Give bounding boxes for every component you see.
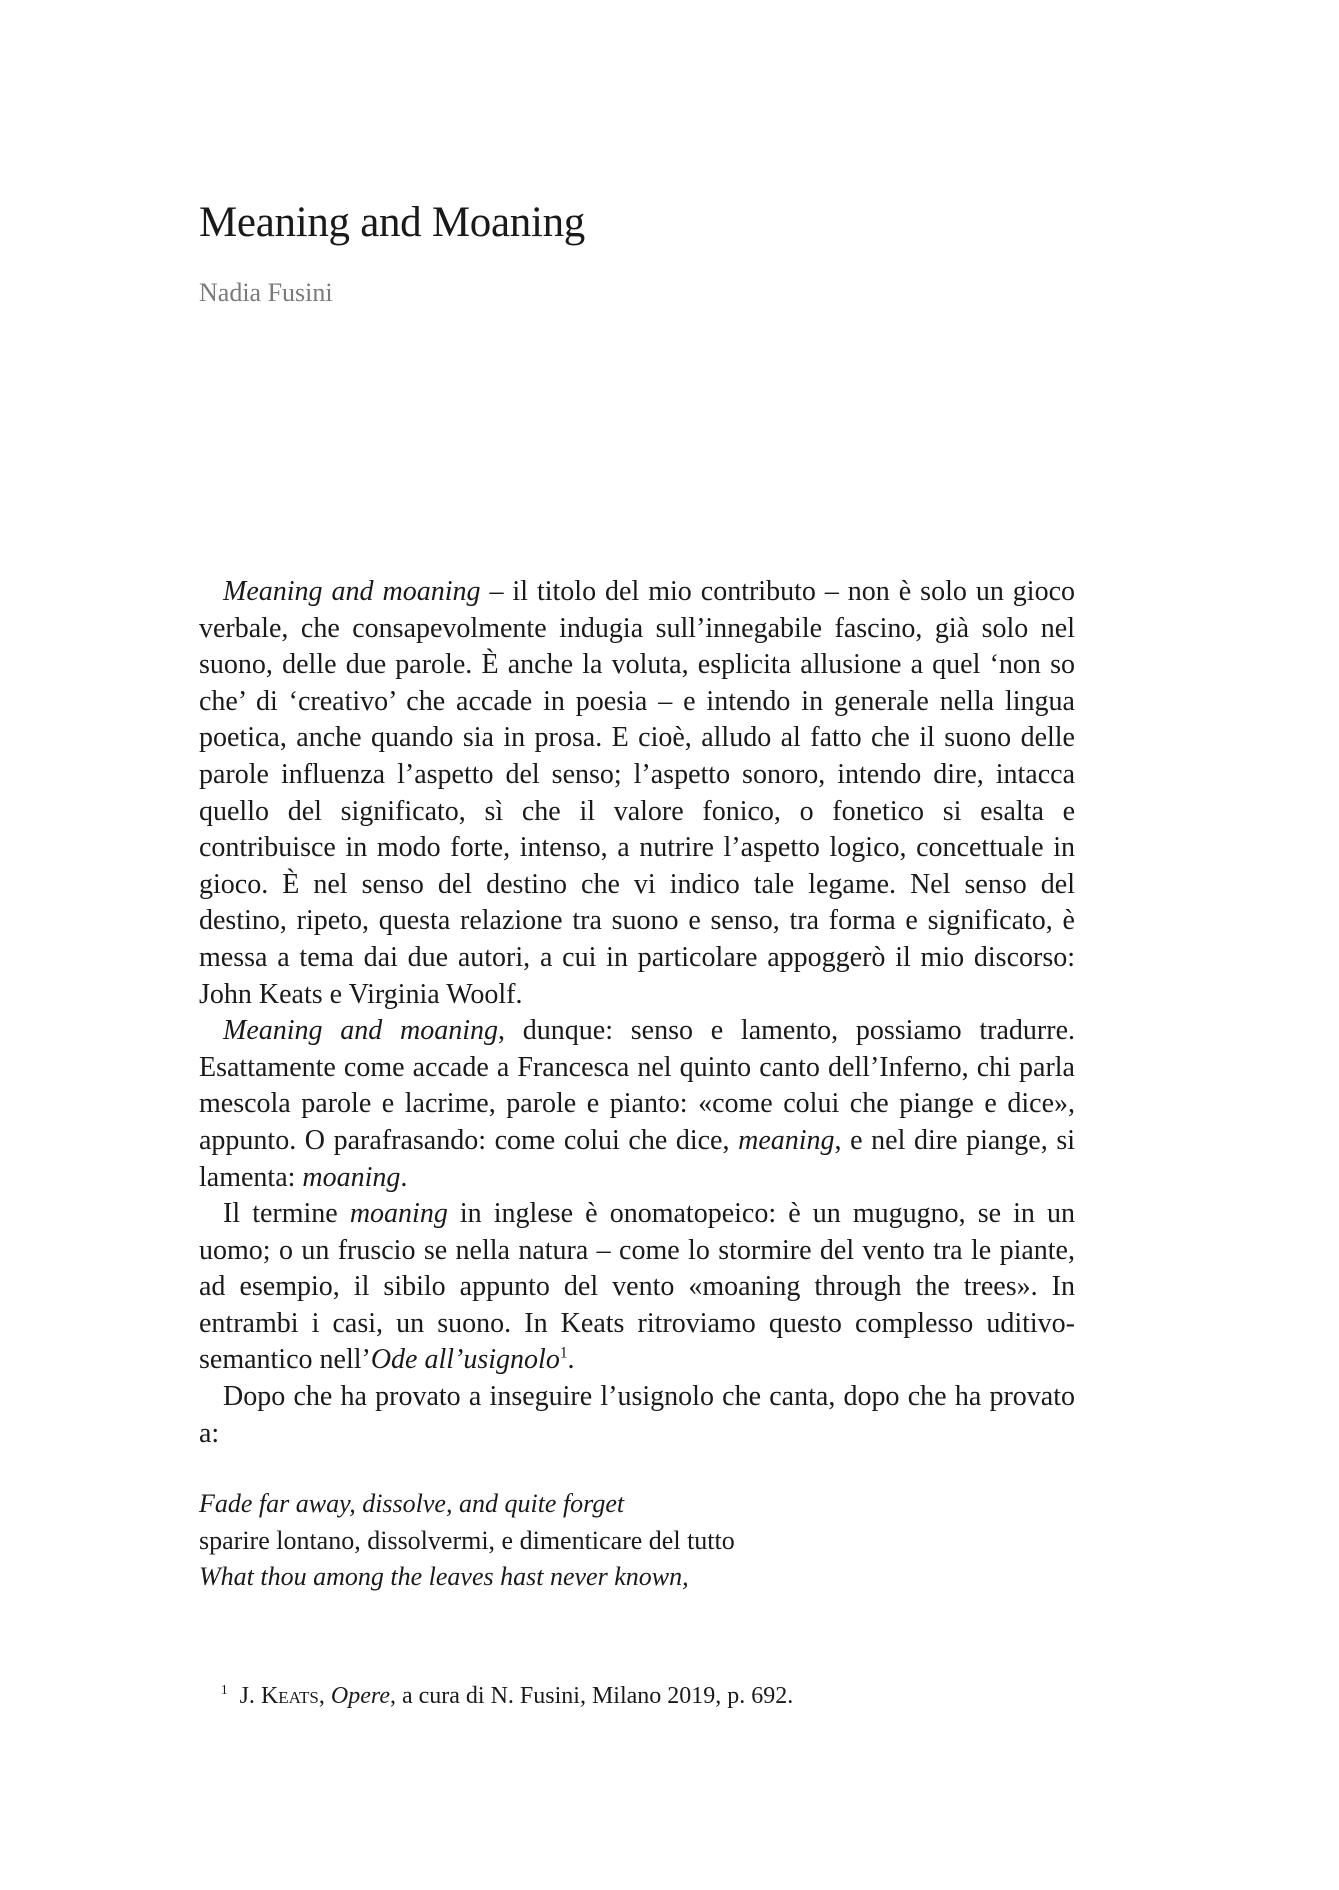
- article-title: Meaning and Moaning: [199, 199, 586, 246]
- article-body: [199, 574, 1075, 1452]
- paragraph-text: Dopo che ha provato a inseguire l’usignolo che canta, dopo che ha provato a:: [199, 1381, 1075, 1449]
- footnote-work: Opere: [330, 1683, 390, 1709]
- footnote-initial: J.: [239, 1683, 261, 1709]
- verse-line-original: Fade far away, dissolve, and quite forget: [199, 1489, 625, 1518]
- paragraph-text: .: [400, 1161, 408, 1193]
- paragraph-text: Il termine: [223, 1198, 350, 1230]
- footnote: [221, 1680, 793, 1712]
- italic-phrase: Meaning and moaning: [223, 576, 481, 607]
- paragraph-text: .: [567, 1344, 575, 1376]
- italic-word: moaning: [349, 1198, 448, 1230]
- footnote-ref[interactable]: 1: [559, 1345, 568, 1363]
- italic-word: meaning: [738, 1124, 835, 1156]
- paragraph-4: [199, 1379, 1075, 1452]
- author-name: Nadia Fusini: [199, 278, 333, 307]
- paragraph-text: in inglese è onomatopeico: è un mugugno, se in un uomo; o un fruscio se nella natura – come lo stormire del vento tra le piante, ad esempio, il sibilo appunto del vento «moaning through the trees». In entrambi i casi, un suono. In Keats ritroviamo questo complesso uditivo-semantico nell’: [199, 1198, 1075, 1376]
- italic-phrase: Meaning and moaning: [223, 1015, 499, 1047]
- italic-title: Ode all’usignolo: [370, 1344, 560, 1376]
- footnote-sep: ,: [318, 1683, 331, 1709]
- paragraph-3: [199, 1196, 1075, 1379]
- paragraph-text: , dunque: senso e lamento, possiamo tradurre. Esattamente come accade a Francesca nel quinto canto dell’Inferno, chi parla mescola parole e lacrime, parole e pianto: «come colui che piange e dice», appunto. O parafrasando: come colui che dice,: [199, 1015, 1076, 1156]
- paragraph-text: , e nel dire piange, si lamenta:: [199, 1124, 1075, 1193]
- footnote-author: Keats: [260, 1683, 319, 1709]
- paragraph-2: [199, 1013, 1075, 1196]
- italic-word: moaning: [302, 1161, 401, 1193]
- verse-quote: [199, 1486, 1075, 1596]
- paragraph-text: – il titolo del mio contributo – non è solo un gioco verbale, che consapevolmente indugia sull’innegabile fascino, già solo nel suono, delle due parole. È anche la voluta, esplicita allusione a quel ‘non so che’ di ‘creativo’ che accade in poesia – e intendo in generale nella lingua poetica, anche quando sia in prosa. E cioè, alludo al fatto che il suono delle parole influenza l’aspetto del senso; l’aspetto sonoro, intendo dire, intacca quello del significato, sì che il valore fonico, o fonetico si esalta e contribuisce in modo forte, intenso, a nutrire l’aspetto logico, concettuale in gioco. È nel senso del destino che vi indico tale legame. Nel senso del destino, ripeto, questa relazione tra suono e senso, tra forma e significato, è messa a tema dai due autori, a cui in particolare appoggerò il mio discorso: John Keats e Virginia Woolf.: [199, 576, 1076, 1010]
- footnote-rest: , a cura di N. Fusini, Milano 2019, p. 692.: [389, 1683, 794, 1709]
- verse-line-translation: sparire lontano, dissolvermi, e dimenticare del tutto: [199, 1525, 735, 1555]
- verse-line-original: What thou among the leaves hast never known,: [199, 1562, 689, 1592]
- paragraph-1: [199, 574, 1075, 1013]
- footnote-number: 1: [221, 1682, 228, 1697]
